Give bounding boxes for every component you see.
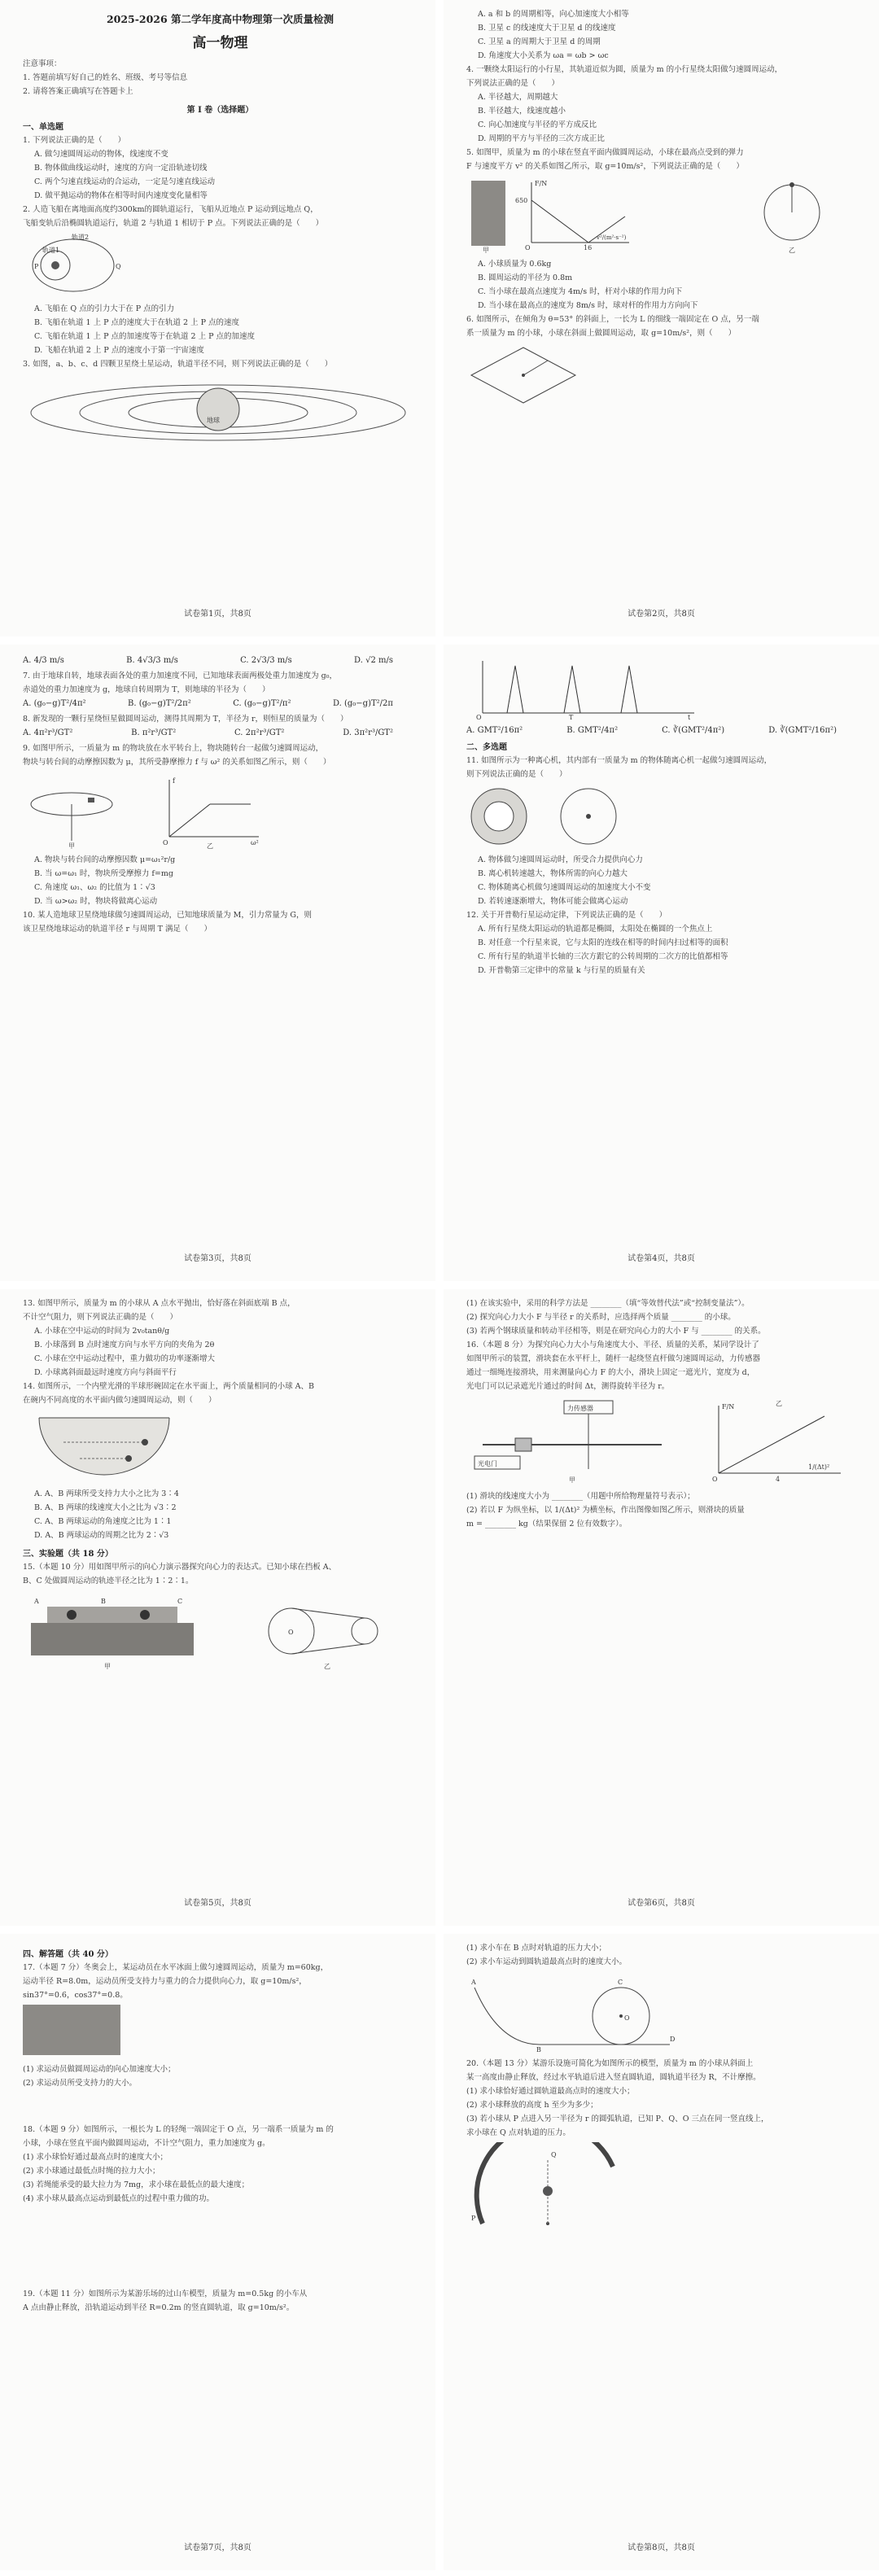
option-line: C. 向心加速度与半径的平方成反比 xyxy=(478,120,597,129)
figure-jia-label: 甲 xyxy=(104,1663,111,1670)
option-line: A. a 和 b 的周期相等，向心加速度大小相等 xyxy=(478,10,629,19)
loop-track-figure xyxy=(466,1971,861,2053)
option-d: D. (g₀−g)T²/2π xyxy=(332,699,393,708)
option-b: B. 4√3/3 m/s xyxy=(126,656,178,665)
option-line: B. 圆周运动的半径为 0.8m xyxy=(478,273,573,282)
option-line: A. 物块与转台间的动摩擦因数 μ=ω₁²r/g xyxy=(34,855,176,864)
section-heading: 一、单选题 xyxy=(23,123,63,132)
option-line: A. 飞船在 Q 点的引力大于在 P 点的引力 xyxy=(34,304,175,313)
option-a: A. 4π²r³/GT² xyxy=(23,728,73,737)
axis-t-label: t xyxy=(688,714,691,721)
value-650-label: 650 xyxy=(515,197,528,204)
option-line: A. 物体做匀速圆周运动时，所受合力提供向心力 xyxy=(478,855,643,864)
option-line: C. 两个匀速直线运动的合运动，一定是匀速直线运动 xyxy=(34,177,215,186)
option-line: C. 飞船在轨道 1 上 P 点的加速度等于在轨道 2 上 P 点的加速度 xyxy=(34,332,256,341)
value-16-label: 16 xyxy=(584,244,593,251)
question-line: 则下列说法正确的是（ ） xyxy=(466,770,567,779)
exam-page-8 xyxy=(444,1934,879,2570)
question-line: m = ________ kg（结果保留 2 位有效数字）。 xyxy=(466,1520,628,1529)
option-a: A. GMT²/16π² xyxy=(466,726,523,735)
question-line: 8. 新发现的一颗行星绕恒星做圆周运动，测得其周期为 T，半径为 r，则恒星的质量为（ ） xyxy=(23,715,348,724)
options-row xyxy=(23,728,418,737)
option-d: D. 3π²r³/GT² xyxy=(343,728,393,737)
option-line: C. 所有行星的轨道半长轴的三次方跟它的公转周期的二次方的比值都相等 xyxy=(478,952,728,961)
option-line: B. 半径越大，线速度越小 xyxy=(478,107,566,116)
figure-jia-label: 甲 xyxy=(68,842,75,849)
planet-label: 地球 xyxy=(207,417,220,424)
question-line: (1) 在该实验中，采用的科学方法是 ________（填“等效替代法”或“控制变量法”）。 xyxy=(466,1299,750,1308)
question-line: 某一高度由静止释放，经过水平轨道后进入竖直圆轨道，圆轨道半径为 R，不计摩擦。 xyxy=(466,2073,761,2082)
question-line: 1. 下列说法正确的是（ ） xyxy=(23,136,126,145)
incline-figure xyxy=(466,343,861,408)
option-line: D. 若转速逐渐增大，物体可能会做离心运动 xyxy=(478,897,628,906)
option-line: A. 小球在空中运动的时间为 2v₀tanθ/g xyxy=(34,1327,170,1336)
question-line: 赤道处的重力加速度为 g，地球自转周期为 T，则地球的半径为（ ） xyxy=(23,685,270,694)
question-line: F 与速度平方 v² 的关系如图乙所示，取 g=10m/s²，下列说法正确的是（ ） xyxy=(466,162,744,171)
notice-line: 2. 请将答案正确填写在答题卡上 xyxy=(23,87,133,96)
option-a: A. 4/3 m/s xyxy=(23,656,64,665)
axis-v2-label: v²/(m²·s⁻²) xyxy=(597,234,627,241)
question-line: 求小球在 Q 点对轨道的压力。 xyxy=(466,2128,571,2137)
exam-page-4 xyxy=(444,645,879,1281)
question-line: 11. 如图所示为一种离心机，其内部有一质量为 m 的物体随离心机一起做匀速圆周运动， xyxy=(466,756,772,765)
option-line: A. 半径越大，周期越大 xyxy=(478,93,558,102)
baffle-b-label: B xyxy=(101,1598,106,1605)
part-heading: 第 I 卷（选择题） xyxy=(186,106,254,115)
force-sensor-label: 力传感器 xyxy=(567,1405,593,1412)
question-line: 20.（本题 13 分）某游乐设施可简化为如图所示的模型，质量为 m 的小球从斜面上 xyxy=(466,2059,754,2068)
question-line: 7. 由于地球自转，地球表面各处的重力加速度不同，已知地球表面两极处重力加速度为 g₀， xyxy=(23,671,337,680)
option-line: C. 角速度 ω₁、ω₂ 的比值为 1∶√3 xyxy=(34,883,155,892)
question-line: 运动半径 R=8.0m，运动员所受支持力与重力的合力提供向心力，取 g=10m/s²， xyxy=(23,1977,307,1986)
page-footer: 试卷第1页，共8页 xyxy=(184,610,251,619)
question-line: (2) 求小球通过最低点时绳的拉力大小； xyxy=(23,2167,160,2176)
baffle-c-label: C xyxy=(177,1598,183,1605)
pulse-figure xyxy=(466,656,861,721)
option-line: B. 卫星 c 的线速度大于卫星 d 的线速度 xyxy=(478,24,616,33)
point-q-label: Q xyxy=(116,263,121,270)
question-line: 不计空气阻力，则下列说法正确的是（ ） xyxy=(23,1313,178,1322)
axis-omega-label: ω² xyxy=(251,839,259,846)
question-line: 物块与转台间的动摩擦因数为 μ，其所受静摩擦力 f 与 ω² 的关系如图乙所示，则（ ） xyxy=(23,758,331,767)
option-line: B. 物体做曲线运动时，速度的方向一定沿轨迹切线 xyxy=(34,164,208,173)
origin-label: O xyxy=(525,244,531,251)
notice-heading: 注意事项： xyxy=(23,59,62,68)
figure-yi-label: 乙 xyxy=(324,1663,330,1670)
page-footer: 试卷第3页，共8页 xyxy=(184,1254,251,1263)
option-c: C. ∛(GMT²/4π²) xyxy=(662,726,725,735)
option-line: D. 小球离斜面最远时速度方向与斜面平行 xyxy=(34,1368,177,1377)
tick-4-label: 4 xyxy=(776,1476,781,1483)
option-line: B. 离心机转速越大，物体所需的向心力越大 xyxy=(478,869,628,878)
figure-yi-label: 乙 xyxy=(207,842,213,849)
option-line: D. 周期的平方与半径的三次方成正比 xyxy=(478,134,605,143)
question-line: (2) 求小球释放的高度 h 至少为多少； xyxy=(466,2101,598,2110)
origin-label: O xyxy=(163,839,168,846)
exam-page-2 xyxy=(444,0,879,636)
option-line: C. 物体随离心机做匀速圆周运动的加速度大小不变 xyxy=(478,883,651,892)
question-line: 10. 某人造地球卫星绕地球做匀速圆周运动，已知地球质量为 M，引力常量为 G，则 xyxy=(23,911,312,920)
turntable-figure xyxy=(23,772,418,849)
option-line: C. 卫星 a 的周期大于卫星 d 的周期 xyxy=(478,37,601,46)
option-line: D. A、B 两球运动的周期之比为 2∶√3 xyxy=(34,1531,169,1540)
exam-page-1 xyxy=(0,0,435,636)
question-line: A 点由静止释放，沿轨道运动到半径 R=0.2m 的竖直圆轨道，取 g=10m/s²。 xyxy=(23,2303,295,2312)
option-line: B. 当 ω=ω₁ 时，物块所受摩擦力 f=mg xyxy=(34,869,173,878)
question-line: (1) 滑块的线速度大小为 ________（用题中所给物理量符号表示）； xyxy=(466,1492,695,1501)
question-line: (4) 求小球从最高点运动到最低点的过程中重力做的功。 xyxy=(23,2194,214,2203)
exam-page-7 xyxy=(0,1934,435,2570)
question-line: sin37°=0.6，cos37°=0.8。 xyxy=(23,1991,128,2000)
axis-x-label: 1/(Δt)² xyxy=(808,1463,830,1471)
question-line: 下列说法正确的是（ ） xyxy=(466,79,560,88)
exam-page-3 xyxy=(0,645,435,1281)
question-line: 如图甲所示的装置，滑块套在水平杆上，随杆一起绕竖直杆做匀速圆周运动，力传感器 xyxy=(466,1354,761,1363)
page-footer: 试卷第6页，共8页 xyxy=(628,1899,695,1908)
question-line: (3) 若两个钢球质量和转动半径相等，则是在研究向心力的大小 F 与 ________ 的关系。 xyxy=(466,1327,766,1336)
page-footer: 试卷第5页，共8页 xyxy=(184,1899,251,1908)
options-row xyxy=(23,699,418,708)
period-label: T xyxy=(569,714,574,721)
question-line: 13. 如图甲所示，质量为 m 的小球从 A 点水平抛出，恰好落在斜面底端 B 点， xyxy=(23,1299,295,1308)
axis-f-label: f xyxy=(173,777,175,785)
question-line: 小球，小球在竖直平面内做圆周运动，不计空气阻力，重力加速度为 g。 xyxy=(23,2139,270,2148)
point-d-label: D xyxy=(670,2036,676,2043)
arc-track-figure xyxy=(466,2142,861,2232)
question-line: (3) 若绳能承受的最大拉力为 7mg，求小球在最低点的最大速度； xyxy=(23,2180,250,2189)
photogate-label: 光电门 xyxy=(478,1460,497,1467)
question-line: 9. 如图甲所示，一质量为 m 的物块放在水平转台上，物块随转台一起做匀速圆周运动， xyxy=(23,744,324,753)
section-heading: 三、实验题（共 18 分） xyxy=(23,1550,113,1559)
point-b-label: B xyxy=(536,2046,541,2053)
question-line: 18.（本题 9 分）如图所示，一根长为 L 的轻绳一端固定于 O 点，另一端系一质量为 m 的 xyxy=(23,2125,334,2134)
exam-title: 2025-2026 第二学年度高中物理第一次质量检测 xyxy=(106,13,335,25)
question-line: 通过一细绳连接滑块，用来测量向心力 F 的大小，滑块上固定一遮光片，宽度为 d， xyxy=(466,1368,755,1377)
point-q-label: Q xyxy=(551,2151,557,2158)
option-c: C. (g₀−g)T²/π² xyxy=(233,699,291,708)
question-line: (3) 若小球从 P 点进入另一半径为 r 的圆弧轨道，已知 P、Q、O 三点在同一竖直线上， xyxy=(466,2115,769,2123)
question-line: 该卫星绕地球运动的轨道半径 r 与周期 T 满足（ ） xyxy=(23,925,212,934)
orbit-1-label: 轨道1 xyxy=(42,247,60,254)
option-b: B. (g₀−g)T²/2π² xyxy=(128,699,191,708)
exam-page-5 xyxy=(0,1289,435,1926)
notice-line: 1. 答题前填写好自己的姓名、班级、考号等信息 xyxy=(23,73,188,82)
question-line: 5. 如图甲，质量为 m 的小球在竖直平面内做圆周运动，小球在最高点受到的弹力 xyxy=(466,148,744,157)
figure-jia-label: 甲 xyxy=(483,247,489,253)
orbit-2-label: 轨道2 xyxy=(72,234,90,241)
option-b: B. π²r³/GT² xyxy=(131,728,177,737)
baffle-a-label: A xyxy=(34,1598,39,1605)
option-line: A. 所有行星绕太阳运动的轨道都是椭圆，太阳处在椭圆的一个焦点上 xyxy=(478,925,713,934)
section-heading: 四、解答题（共 40 分） xyxy=(23,1950,113,1959)
option-line: C. 当小球在最高点速度为 4m/s 时，杆对小球的作用力向下 xyxy=(478,287,683,296)
option-line: C. 小球在空中运动过程中，重力做功的功率逐渐增大 xyxy=(34,1354,215,1363)
page-footer: 试卷第7页，共8页 xyxy=(184,2543,251,2552)
question-line: (1) 求小车在 B 点时对轨道的压力大小； xyxy=(466,1944,606,1953)
question-line: (1) 求小球恰好通过最高点时的速度大小； xyxy=(23,2153,168,2162)
center-o-label: O xyxy=(624,2014,630,2022)
option-line: D. 当小球在最高点的速度为 8m/s 时，球对杆的作用力方向向下 xyxy=(478,301,698,310)
question-line: 飞船变轨后沿椭圆轨道运行，轨道 2 与轨道 1 相切于 P 点。下列说法正确的是（ ） xyxy=(23,219,324,228)
point-c-label: C xyxy=(618,1979,623,1986)
option-d: D. √2 m/s xyxy=(354,656,393,665)
section-heading: 二、多选题 xyxy=(466,743,507,752)
option-line: D. 角速度大小关系为 ωa = ωb > ωc xyxy=(478,51,609,60)
bowl-figure xyxy=(23,1410,418,1483)
origin-label: O xyxy=(712,1476,718,1483)
sensor-apparatus-figure xyxy=(466,1396,861,1485)
option-c: C. 2π²r³/GT² xyxy=(234,728,285,737)
figure-jia-label: 甲 xyxy=(569,1476,575,1484)
origin-label: O xyxy=(476,714,482,721)
question-line: (2) 求小车运动到圆轨道最高点时的速度大小。 xyxy=(466,1957,627,1966)
option-line: B. A、B 两球的线速度大小之比为 √3∶2 xyxy=(34,1503,177,1512)
option-line: A. 小球质量为 0.6kg xyxy=(478,260,552,269)
option-b: B. GMT²/4π² xyxy=(566,726,619,735)
option-line: D. 飞船在轨道 2 上 P 点的速度小于第一宇宙速度 xyxy=(34,346,204,355)
question-line: (1) 求运动员做圆周运动的向心加速度大小； xyxy=(23,2065,176,2074)
option-line: D. 开普勒第三定律中的常量 k 与行星的质量有关 xyxy=(478,966,645,975)
question-line: 6. 如图所示，在倾角为 θ=53° 的斜面上，一长为 L 的细线一端固定在 O 点，另一端 xyxy=(466,315,759,324)
saturn-figure xyxy=(23,374,418,447)
option-line: B. 对任意一个行星来说，它与太阳的连线在相等的时间内扫过相等的面积 xyxy=(478,938,728,947)
options-row xyxy=(466,726,861,735)
page-footer: 试卷第4页，共8页 xyxy=(628,1254,695,1263)
option-line: A. 做匀速圆周运动的物体，线速度不变 xyxy=(34,150,168,159)
question-line: 2. 人造飞船在离地面高度约300km的圆轨道运行，飞船从近地点 P 运动到远地点 Q， xyxy=(23,205,318,214)
centripetal-apparatus-figure xyxy=(23,1590,418,1672)
center-label: O xyxy=(288,1629,294,1636)
question-line: 12. 关于开普勒行星运动定律，下列说法正确的是（ ） xyxy=(466,911,667,920)
question-line: 4. 一颗绕太阳运行的小行星，其轨道近似为圆，质量为 m 的小行星绕太阳做匀速圆周运动， xyxy=(466,65,783,74)
force-velocity-figure xyxy=(466,176,861,253)
question-line: 19.（本题 11 分）如图所示为某游乐场的过山车模型，质量为 m=0.5kg 的小车从 xyxy=(23,2290,308,2298)
question-line: 3. 如图，a、b、c、d 四颗卫星绕土星运动，轨道半径不同，则下列说法正确的是（ ） xyxy=(23,360,333,369)
axis-f-label: F/N xyxy=(535,180,548,187)
question-line: 系一质量为 m 的小球，小球在斜面上做圆周运动，取 g=10m/s²，则（ ） xyxy=(466,329,737,338)
option-line: A. A、B 两球所受支持力大小之比为 3∶4 xyxy=(34,1489,179,1498)
option-line: C. A、B 两球运动的角速度之比为 1∶1 xyxy=(34,1517,172,1526)
centrifuge-figure xyxy=(466,784,861,849)
page-footer: 试卷第8页，共8页 xyxy=(628,2543,695,2552)
question-line: 在碗内不同高度的水平面内做匀速圆周运动，则（ ） xyxy=(23,1396,216,1405)
question-line: (1) 求小球恰好通过圆轨道最高点时的速度大小； xyxy=(466,2087,635,2096)
figure-yi-label: 乙 xyxy=(776,1400,782,1407)
question-line: 14. 如图所示，一个内壁光滑的半球形碗固定在水平面上，两个质量相同的小球 A、B xyxy=(23,1382,314,1391)
question-line: 光电门可以记录遮光片通过的时间 Δt，测得旋转半径为 r。 xyxy=(466,1382,670,1391)
question-line: 17.（本题 7 分）冬奥会上，某运动员在水平冰面上做匀速圆周运动，质量为 m=60kg， xyxy=(23,1963,329,1972)
orbit-figure xyxy=(23,233,418,298)
options-row xyxy=(23,656,418,665)
figure-yi-label: 乙 xyxy=(789,247,795,253)
point-a-label: A xyxy=(471,1979,476,1986)
option-line: D. 做平抛运动的物体在相等时间内速度变化量相等 xyxy=(34,191,208,200)
option-line: B. 飞船在轨道 1 上 P 点的速度大于在轨道 2 上 P 点的速度 xyxy=(34,318,240,327)
question-line: 16.（本题 8 分）为探究向心力大小与角速度大小、半径、质量的关系，某同学设计了 xyxy=(466,1340,759,1349)
option-a: A. (g₀−g)T²/4π² xyxy=(23,699,86,708)
option-line: B. 小球落到 B 点时速度方向与水平方向的夹角为 2θ xyxy=(34,1340,215,1349)
skater-photo xyxy=(23,2005,418,2058)
exam-subject: 高一物理 xyxy=(192,35,248,51)
page-footer: 试卷第2页，共8页 xyxy=(628,610,695,619)
question-line: (2) 求运动员所受支持力的大小。 xyxy=(23,2079,137,2088)
exam-page-6 xyxy=(444,1289,879,1926)
question-line: B、C 处做圆周运动的轨迹半径之比为 1∶2∶1。 xyxy=(23,1577,194,1585)
option-d: D. ∛(GMT²/16π²) xyxy=(768,726,837,735)
axis-f-label: F/N xyxy=(722,1403,735,1410)
question-line: 15.（本题 10 分）用如图甲所示的向心力演示器探究向心力的表达式。已知小球在挡板 A、 xyxy=(23,1563,337,1572)
question-line: (2) 若以 F 为纵坐标，以 1/(Δt)² 为横坐标，作出图像如图乙所示，则滑块的质量 xyxy=(466,1506,745,1515)
option-c: C. 2√3/3 m/s xyxy=(240,656,292,665)
question-line: (2) 探究向心力大小 F 与半径 r 的关系时，应选择两个质量 ________ 的小球。 xyxy=(466,1313,736,1322)
option-line: D. 当 ω>ω₂ 时，物块将做离心运动 xyxy=(34,897,158,906)
point-p-label: P xyxy=(471,2215,476,2222)
point-p-label: P xyxy=(34,263,39,270)
